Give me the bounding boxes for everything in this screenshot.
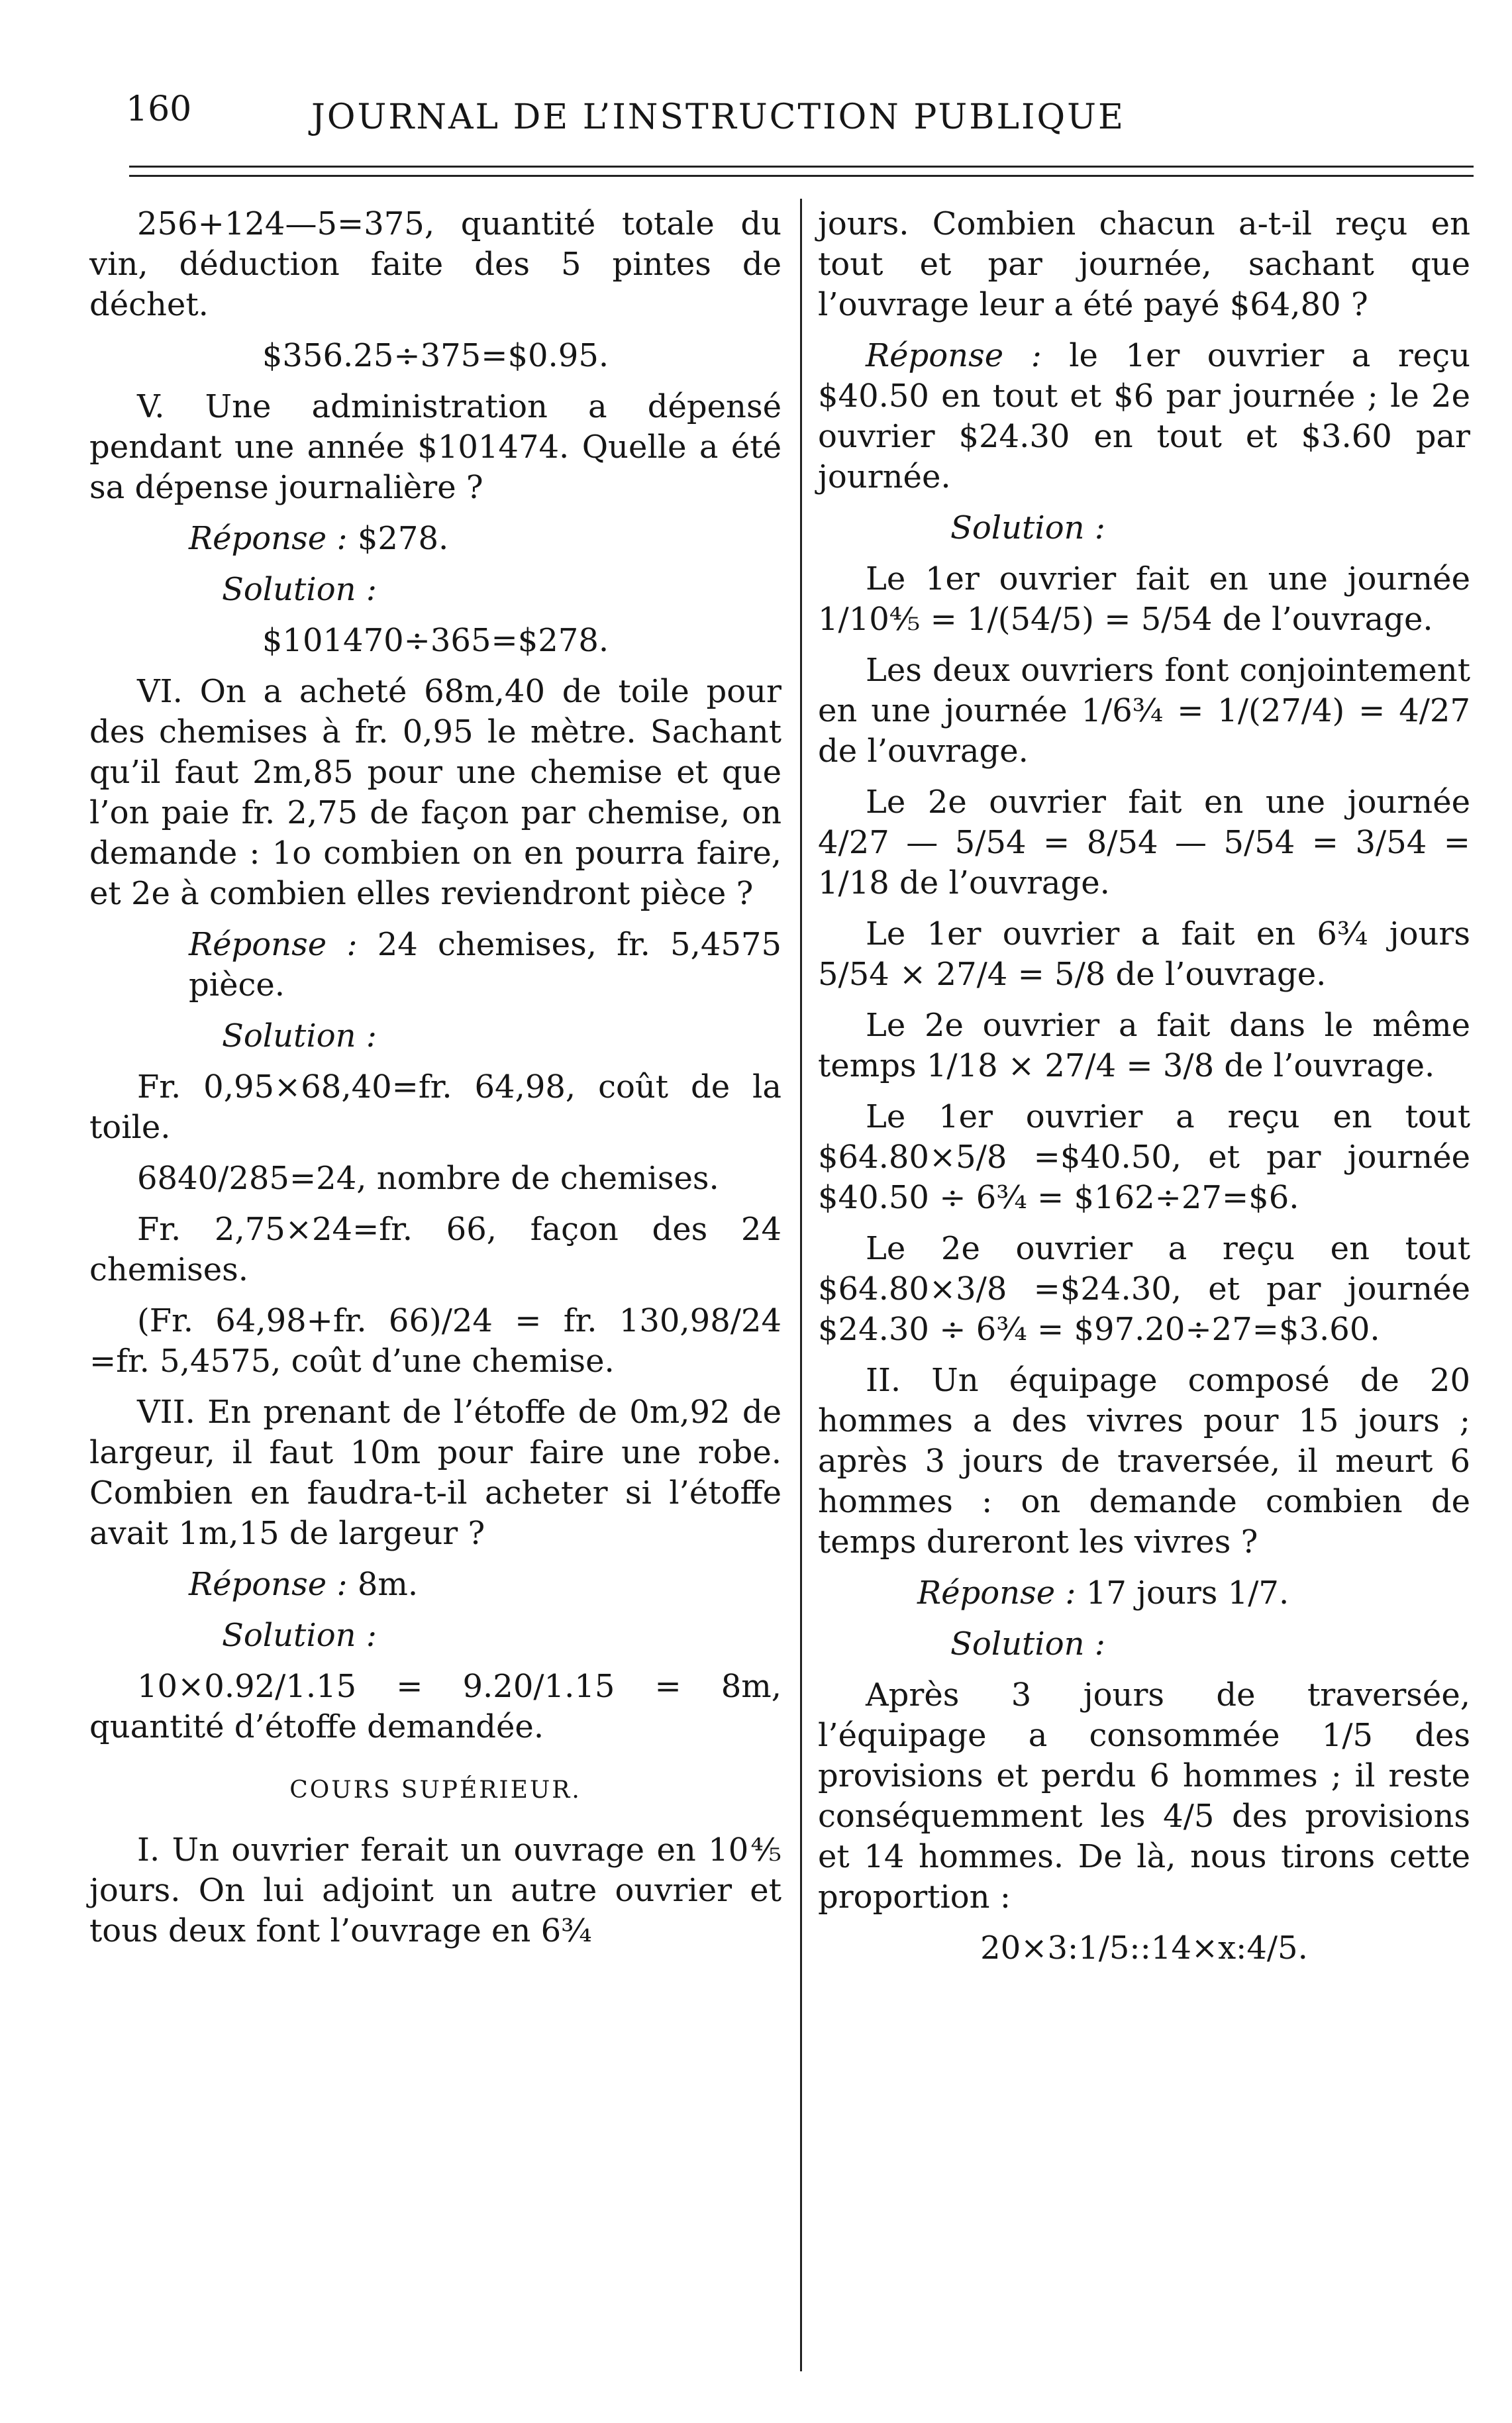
solution-label: Solution : — [222, 571, 377, 608]
paragraph: Le 2e ouvrier fait en une journée 4/27 — 5/54 = 8/54 — 5/54 = 3/54 = 1/18 de l’ouvrage. — [818, 784, 1470, 902]
answer-label: Réponse : — [189, 926, 358, 963]
paragraph: Après 3 jours de traversée, l’équipage a consommée 1/5 des provisions et perdu 6 hommes ; il reste conséquemment les 4/5 des provisions et 14 hommes. De là, nous tirons cette proportion : — [818, 1676, 1470, 1916]
paragraph: Fr. 0,95×68,40=fr. 64,98, coût de la toile. — [89, 1068, 781, 1146]
answer — [89, 1565, 781, 1605]
answer-value: $278. — [357, 520, 449, 557]
problem-vii: VII. En prenant de l’étoffe de 0m,92 de largeur, il faut 10m pour faire une robe. Combien en faudra-t-il acheter si l’étoffe avait 1m,15 de largeur ? — [89, 1394, 781, 1552]
paragraph: 10×0.92/1.15 = 9.20/1.15 = 8m, quantité d’étoffe demandée. — [89, 1668, 781, 1745]
answer — [89, 925, 781, 1005]
answer-label: Réponse : — [189, 520, 348, 557]
answer-label: Réponse : — [917, 1574, 1076, 1612]
right-column — [818, 204, 1470, 1979]
paragraph: Fr. 2,75×24=fr. 66, façon des 24 chemises. — [89, 1211, 781, 1288]
problem-v: V. Une administration a dépensé pendant une année $101474. Quelle a été sa dépense journalière ? — [89, 388, 781, 506]
header-rule-bottom — [129, 175, 1474, 177]
header-rule-top — [129, 166, 1474, 168]
paragraph: Le 2e ouvrier a reçu en tout $64.80×3/8 =$24.30, et par journée $24.30 ÷ 6¾ = $97.20÷27=$3.60. — [818, 1230, 1470, 1348]
paragraph: Les deux ouvriers font conjointement en une journée 1/6¾ = 1/(27/4) = 4/27 de l’ouvrage. — [818, 652, 1470, 770]
answer-value: le 1er ouvrier a reçu $40.50 en tout et $6 par journée ; le 2e ouvrier $24.30 en tout et $3.60 par journée. — [818, 337, 1470, 495]
answer-label: Réponse : — [866, 337, 1042, 374]
answer-value: 24 chemises, fr. 5,4575 pièce. — [189, 926, 782, 1004]
answer-label: Réponse : — [189, 1566, 348, 1603]
answer — [89, 519, 781, 559]
paragraph: 6840/285=24, nombre de chemises. — [137, 1160, 719, 1197]
answer — [818, 1573, 1470, 1614]
answer-value: 8m. — [357, 1566, 419, 1603]
paragraph: Le 1er ouvrier fait en une journée 1/10⅘ = 1/(54/5) = 5/54 de l’ouvrage. — [818, 560, 1470, 638]
page-header — [93, 89, 1450, 152]
problem-i: I. Un ouvrier ferait un ouvrage en 10⅘ jours. On lui adjoint un autre ouvrier et tous deux font l’ouvrage en 6¾ — [89, 1831, 781, 1949]
section-heading: COURS SUPÉRIEUR. — [289, 1777, 581, 1804]
paragraph: Le 1er ouvrier a reçu en tout $64.80×5/8 =$40.50, et par journée $40.50 ÷ 6¾ = $162÷27=$6. — [818, 1098, 1470, 1216]
problem-ii: II. Un équipage composé de 20 hommes a des vivres pour 15 jours ; après 3 jours de traversée, il meurt 6 hommes : on demande combien de temps dureront les vivres ? — [818, 1362, 1470, 1561]
paragraph: (Fr. 64,98+fr. 66)/24 = fr. 130,98/24 =fr. 5,4575, coût d’une chemise. — [89, 1302, 781, 1380]
column-divider — [800, 199, 802, 2371]
answer — [818, 336, 1470, 497]
left-column — [89, 204, 781, 1962]
solution-label: Solution : — [950, 1625, 1105, 1663]
running-title: JOURNAL DE L’INSTRUCTION PUBLIQUE — [311, 97, 1125, 137]
paragraph: Le 2e ouvrier a fait dans le même temps 1/18 × 27/4 = 3/8 de l’ouvrage. — [818, 1007, 1470, 1084]
paragraph: Le 1er ouvrier a fait en 6¾ jours 5/54 × 27/4 = 5/8 de l’ouvrage. — [818, 915, 1470, 993]
proportion: 20×3:1/5::14×x:4/5. — [980, 1930, 1308, 1967]
problem-vi: VI. On a acheté 68m,40 de toile pour des chemises à fr. 0,95 le mètre. Sachant qu’il faut 2m,85 pour une chemise et que l’on paie fr. 2,75 de façon par chemise, on demande : 1o combien on en pourra faire, et 2e à combien elles reviendront pièce ? — [89, 673, 781, 912]
page-number: 160 — [126, 89, 192, 129]
equation: $356.25÷375=$0.95. — [262, 337, 609, 374]
equation: $101470÷365=$278. — [262, 622, 609, 659]
solution-label: Solution : — [222, 1017, 377, 1055]
paragraph: 256+124—5=375, quantité totale du vin, déduction faite des 5 pintes de déchet. — [89, 205, 781, 323]
solution-label: Solution : — [950, 509, 1105, 546]
solution-label: Solution : — [222, 1617, 377, 1654]
answer-value: 17 jours 1/7. — [1085, 1574, 1289, 1612]
paragraph: jours. Combien chacun a-t-il reçu en tout et par journée, sachant que l’ouvrage leur a été payé $64,80 ? — [818, 205, 1470, 323]
